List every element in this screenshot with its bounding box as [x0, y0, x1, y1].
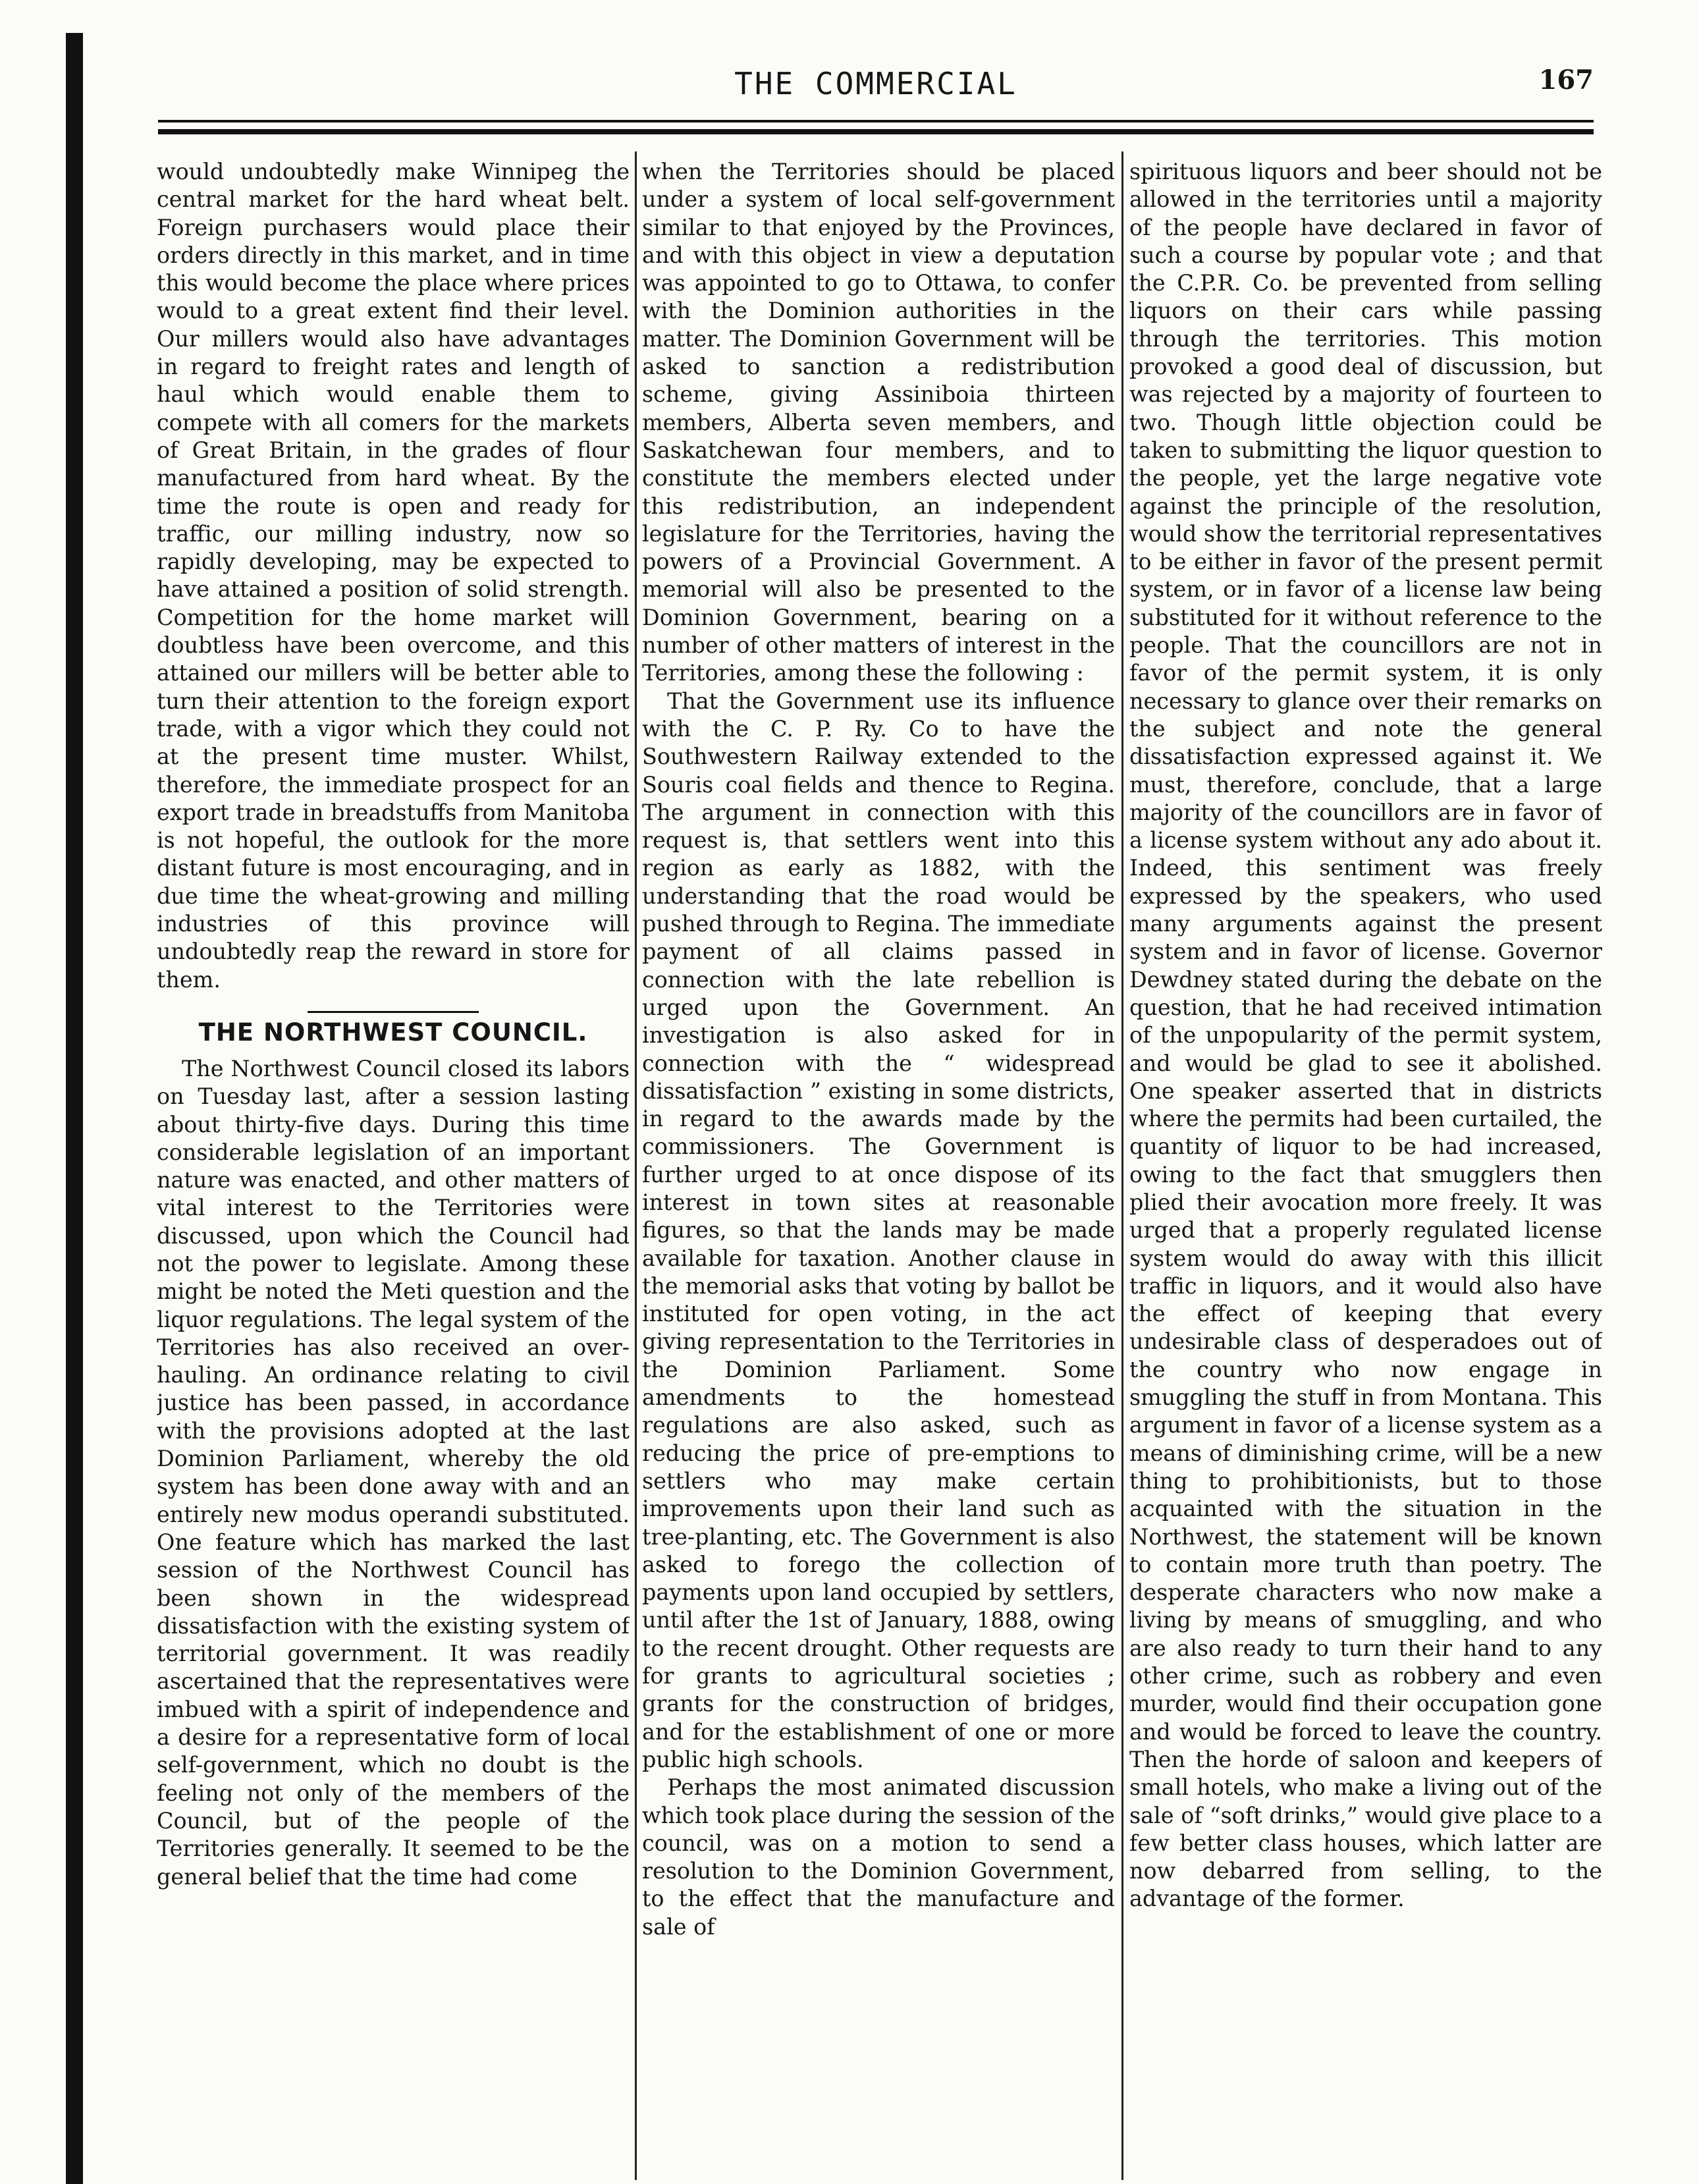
article-column-3	[1129, 158, 1602, 2173]
section-title: THE NORTHWEST COUNCIL.	[198, 1018, 588, 1047]
section-heading	[157, 1011, 630, 1049]
paragraph: Perhaps the most animated discussion which took place during the session of the council, was on a motion to send a resolution to the Dominion Government, to the effect that the manufacture and sale of	[642, 1774, 1115, 1940]
header-rule-thick	[158, 129, 1594, 134]
paragraph: The Northwest Council closed its labors on Tuesday last, after a session lasting about thirty-five days. During this time considerable legislation of an important nature was enacted, and other matters of vital interest to the Territories were discussed, upon which the Council had not the power to legislate. Among these might be noted the Meti question and the liquor regulations. The legal system of the Territories has also received an over-hauling. An ordinance relating to civil justice has been passed, in accordance with the provisions adopted at the last Dominion Parliament, whereby the old system has been done away with and an entirely new modus operandi substituted. One feature which has marked the last session of the Northwest Council has been shown in the widespread dissatisfaction with the existing system of territorial government. It was readily ascertained that the representatives were imbued with a spirit of independence and a desire for a representative form of local self-government, which no doubt is the feeling not only of the members of the Council, but of the people of the Territories generally. It seemed to be the general belief that the time had come	[157, 1055, 630, 1890]
article-column-1	[157, 158, 630, 2173]
paragraph: would undoubtedly make Winnipeg the central market for the hard wheat belt. Foreign purchasers would place their orders directly in this market, and in time this would become the place where prices would to a great extent find their level. Our millers would also have advantages in regard to freight rates and length of haul which would enable them to compete with all comers for the markets of Great Britain, in the grades of flour manufactured from hard wheat. By the time the route is open and ready for traffic, our milling industry, now so rapidly developing, may be expected to have attained a position of solid strength. Competition for the home market will doubtless have been overcome, and this attained our millers will be better able to turn their attention to the foreign export trade, with a vigor which they could not at the present time muster. Whilst, therefore, the immediate prospect for an export trade in breadstuffs from Manitoba is not hopeful, the outlook for the more distant future is most encouraging, and in due time the wheat-growing and milling industries of this province will undoubtedly reap the reward in store for them.	[157, 159, 630, 993]
left-margin-rule	[66, 33, 83, 2184]
newspaper-title: THE COMMERCIAL	[734, 66, 1017, 101]
paragraph: spirituous liquors and beer should not be allowed in the territories until a majority of the people have declared in favor of such a course by popular vote ; and that the C.P.R. Co. be prevented from selling liquors on their cars while passing through the territories. This motion provoked a good deal of discussion, but was rejected by a majority of fourteen to two. Though little objection could be taken to submitting the liquor question to the people, yet the large negative vote against the principle of the resolution, would show the territorial representatives to be either in favor of the present permit system, or in favor of a license law being substituted for it without reference to the people. That the councillors are not in favor of the permit system, it is only necessary to glance over their remarks on the subject and note the general dissatisfaction expressed against it. We must, therefore, conclude, that a large majority of the councillors are in favor of a license system without any ado about it. Indeed, this sentiment was freely expressed by the speakers, who used many arguments against the present system and in favor of license. Governor Dewdney stated during the debate on the question, that he had received intimation of the unpopularity of the permit system, and would be glad to see it abolished. One speaker asserted that in districts where the permits had been curtailed, the quantity of liquor to be had increased, owing to the fact that smugglers then plied their avocation more freely. It was urged that a properly regulated license system would do away with this illicit traffic in liquors, and it would also have the effect of keeping that every undesirable class of desperadoes out of the country who now engage in smuggling the stuff in from Montana. This argument in favor of a license system as a means of diminishing crime, will be a new thing to prohibitionists, but to those acquainted with the situation in the Northwest, the statement will be known to contain more truth than poetry. The desperate characters who now make a living by means of smuggling, and who are also ready to turn their hand to any other crime, such as robbery and even murder, would find their occupation gone and would be forced to leave the country. Then the horde of saloon and keepers of small hotels, who make a living out of the sale of “soft drinks,” would give place to a few better class houses, which latter are now debarred from selling, to the advantage of the former.	[1129, 159, 1602, 1912]
article-column-2	[642, 158, 1115, 2173]
page-header	[158, 66, 1594, 119]
page-number: 167	[1538, 65, 1594, 96]
paragraph: That the Government use its influence with the C. P. Ry. Co to have the Southwestern Railway extended to the Souris coal fields and thence to Regina. The argument in connection with this request is, that settlers went into this region as early as 1882, with the understanding that the road would be pushed through to Regina. The immediate payment of all claims passed in connection with the late rebellion is urged upon the Government. An investigation is also asked for in connection with the “ widespread dissatisfaction ” existing in some districts, in regard to the awards made by the commissioners. The Government is further urged to at once dispose of its interest in town sites at reasonable figures, so that the lands may be made available for taxation. Another clause in the memorial asks that voting by ballot be instituted for open voting, in the act giving representation to the Territories in the Dominion Parliament. Some amendments to the homestead regulations are also asked, such as reducing the price of pre-emptions to settlers who may make certain improvements upon their land such as tree-planting, etc. The Government is also asked to forego the collection of payments upon land occupied by settlers, until after the 1st of January, 1888, owing to the recent drought. Other requests are for grants to agricultural societies ; grants for the construction of bridges, and for the establishment of one or more public high schools.	[642, 688, 1115, 1772]
heading-rule	[308, 1011, 479, 1013]
column-divider	[1121, 151, 1123, 2180]
paragraph: when the Territories should be placed under a system of local self-government similar to that enjoyed by the Provinces, and with this object in view a deputation was appointed to go to Ottawa, to confer with the Dominion authorities in the matter. The Dominion Government will be asked to sanction a redistribution scheme, giving Assiniboia thirteen members, Alberta seven members, and Saskatchewan four members, and to constitute the members elected under this redistribution, an independent legislature for the Territories, having the powers of a Provincial Government. A memorial will also be presented to the Dominion Government, bearing on a number of other matters of interest in the Territories, among these the following :	[642, 159, 1115, 686]
column-divider	[635, 151, 637, 2180]
header-rule-thin	[158, 120, 1594, 123]
